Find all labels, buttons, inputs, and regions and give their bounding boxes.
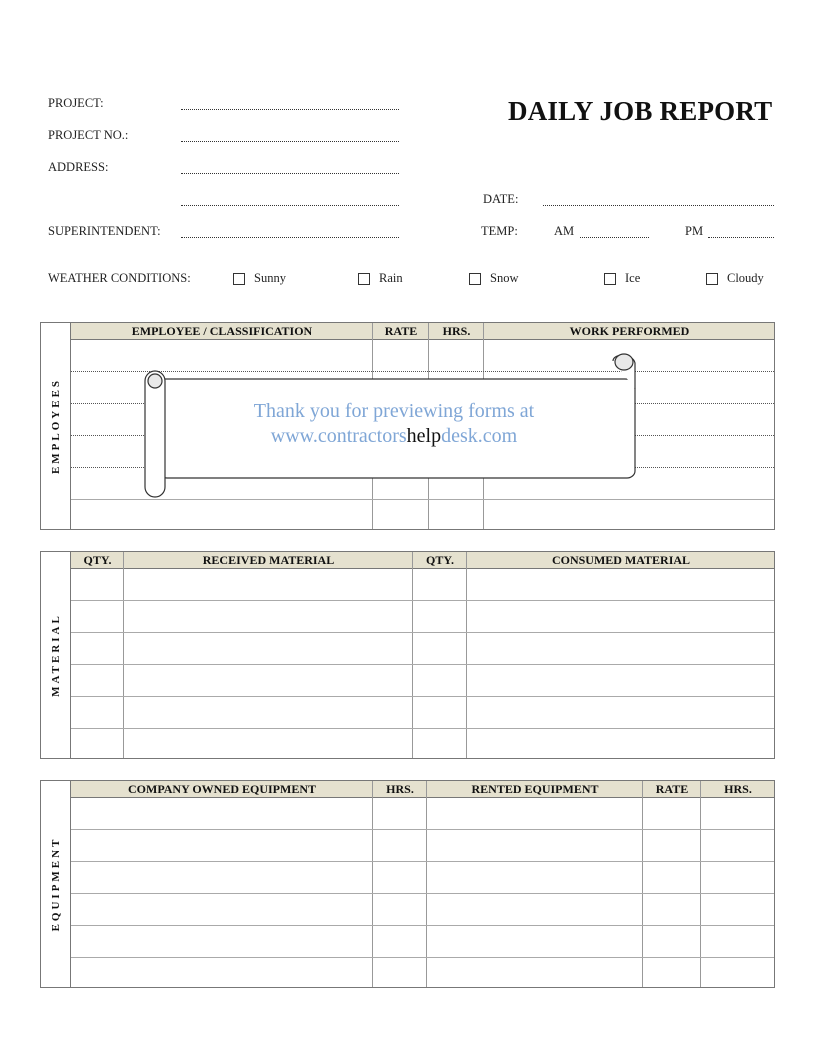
sunny-checkbox[interactable] [233, 273, 245, 285]
rain-label: Rain [379, 271, 403, 285]
employees-side-panel [41, 323, 71, 529]
weather-option-rain[interactable] [358, 271, 403, 286]
equipment-grid [71, 781, 774, 987]
consumed-material-header: CONSUMED MATERIAL [551, 553, 691, 567]
pm-temp-field[interactable] [708, 237, 774, 238]
ice-checkbox[interactable] [604, 273, 616, 285]
address-label: ADDRESS: [48, 160, 109, 174]
equipment-row-divider [71, 925, 774, 926]
employees-hrs-header: HRS. [442, 324, 471, 338]
banner-line-2[interactable] [150, 425, 638, 448]
am-temp-field[interactable] [580, 237, 649, 238]
weather-option-sunny[interactable] [233, 271, 286, 286]
superintendent-field[interactable] [181, 237, 399, 238]
date-label: DATE: [483, 192, 519, 206]
employees-rate-header: RATE [384, 324, 418, 338]
equipment-row-divider [71, 829, 774, 830]
page-title: DAILY JOB REPORT [508, 96, 773, 126]
snow-label: Snow [490, 271, 519, 285]
received-qty-header: QTY. [83, 553, 112, 567]
equipment-row-divider [71, 861, 774, 862]
weather-label: WEATHER CONDITIONS: [48, 271, 191, 285]
company-owned-equipment-header: COMPANY OWNED EQUIPMENT [128, 782, 316, 796]
material-row-divider [71, 664, 774, 665]
equipment-row-divider [71, 957, 774, 958]
project-no-label: PROJECT NO.: [48, 128, 129, 142]
received-material-header: RECEIVED MATERIAL [202, 553, 335, 567]
material-header-row [71, 552, 774, 569]
date-field[interactable] [543, 205, 774, 206]
material-side-label: MATERIAL [49, 613, 62, 697]
address-field-1[interactable] [181, 173, 399, 174]
banner-url-prefix: www.contractors [270, 425, 407, 447]
temp-label: TEMP: [481, 224, 518, 238]
equipment-side-label: EQUIPMENT [49, 836, 62, 932]
cloudy-checkbox[interactable] [706, 273, 718, 285]
rain-checkbox[interactable] [358, 273, 370, 285]
project-field[interactable] [181, 109, 399, 110]
equipment-section [40, 780, 775, 988]
address-field-2[interactable] [181, 205, 399, 206]
superintendent-label: SUPERINTENDENT: [48, 224, 161, 238]
rented-equipment-header: RENTED EQUIPMENT [471, 782, 599, 796]
snow-checkbox[interactable] [469, 273, 481, 285]
work-performed-header: WORK PERFORMED [569, 324, 690, 338]
pm-label: PM [685, 224, 704, 238]
sunny-label: Sunny [254, 271, 286, 285]
material-row-divider [71, 600, 774, 601]
owned-hrs-header: HRS. [386, 782, 414, 796]
rented-hrs-header: HRS. [724, 782, 752, 796]
ice-label: Ice [625, 271, 641, 285]
material-grid [71, 552, 774, 758]
am-label: AM [554, 224, 575, 238]
material-row-divider [71, 728, 774, 729]
project-label: PROJECT: [48, 96, 104, 110]
employees-header-row [71, 323, 774, 340]
cloudy-label: Cloudy [727, 271, 764, 285]
consumed-qty-header: QTY. [426, 553, 454, 567]
weather-option-snow[interactable] [469, 271, 518, 286]
weather-option-ice[interactable] [604, 271, 640, 286]
material-side-panel [41, 552, 71, 758]
material-section [40, 551, 775, 759]
banner-url-mid: help [406, 425, 442, 447]
material-row-divider [71, 632, 774, 633]
employees-side-label: EMPLOYEES [49, 377, 62, 475]
employee-classification-header: EMPLOYEE / CLASSIFICATION [131, 324, 313, 338]
weather-option-cloudy[interactable] [706, 271, 764, 286]
equipment-side-panel [41, 781, 71, 987]
material-row-divider [71, 696, 774, 697]
banner-url-suffix: desk.com [441, 425, 518, 447]
banner-line-1: Thank you for previewing forms at [253, 400, 535, 422]
equipment-header-row [71, 781, 774, 798]
rented-rate-header: RATE [655, 782, 689, 796]
equipment-row-divider [71, 893, 774, 894]
project-no-field[interactable] [181, 141, 399, 142]
